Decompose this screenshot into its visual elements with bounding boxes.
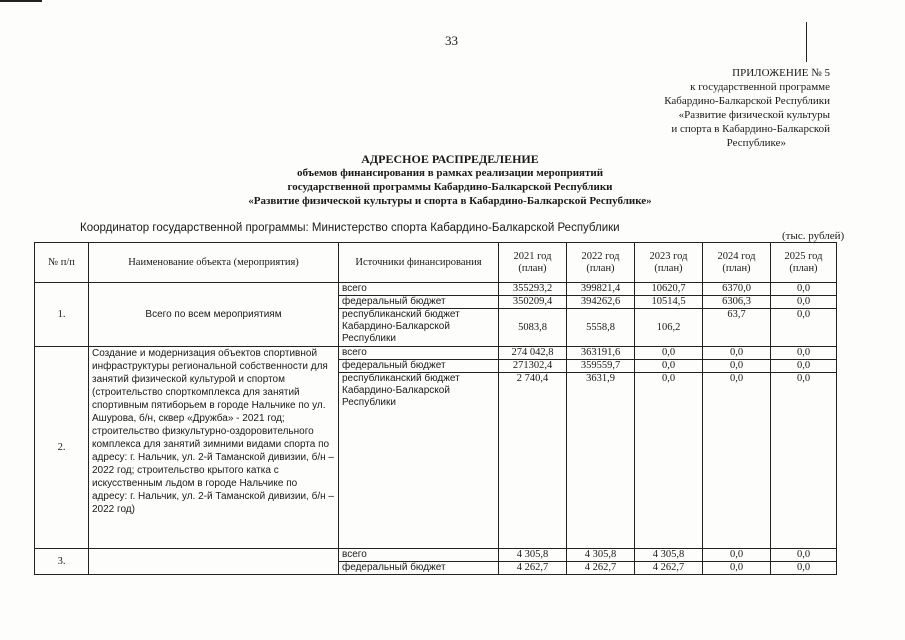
value-cell: 4 305,8 xyxy=(499,549,567,562)
value-cell: 0,0 xyxy=(703,562,771,575)
title-line: объемов финансирования в рамках реализации мероприятий xyxy=(296,167,604,179)
appendix-line: Кабардино-Балкарской Республики xyxy=(664,95,830,107)
scan-artifact-topleft xyxy=(0,0,42,2)
value-cell: 0,0 xyxy=(771,347,837,360)
row-number: 1. xyxy=(35,283,89,347)
value-cell: 4 305,8 xyxy=(567,549,635,562)
appendix-line: и спорта в Кабардино-Балкарской xyxy=(671,123,830,135)
value-cell: 274 042,8 xyxy=(499,347,567,360)
value-cell: 10620,7 xyxy=(635,283,703,296)
financing-table xyxy=(34,242,837,575)
source-cell: всего xyxy=(339,347,499,360)
table-row xyxy=(35,549,837,562)
value-cell: 0,0 xyxy=(771,283,837,296)
value-cell: 4 262,7 xyxy=(635,562,703,575)
header-name: Наименование объекта (мероприятия) xyxy=(89,243,339,283)
value-cell: 399821,4 xyxy=(567,283,635,296)
page-number: 33 xyxy=(445,33,458,48)
value-cell: 0,0 xyxy=(703,347,771,360)
row-name: Создание и модернизация объектов спортивной инфраструктуры региональной собственности для занятий физической культурой и спортом (строительство спорткомплекса для занятий спортивным пятиборьем в городе Нальчике по ул. Ашурова, б/н, сквер «Дружба» - 2021 год; строительство физкультурно-оздоровительного комплекса для занятий зимними видами спорта по адресу: г. Нальчик, ул. 2-й Таманской дивизии, б/н – 2022 год; строительство крытого катка с искусственным льдом в городе Нальчике по адресу: г. Нальчик, ул. 2-й Таманской дивизии, б/н – 2022 год) xyxy=(89,347,339,549)
value-cell: 0,0 xyxy=(703,549,771,562)
value-cell: 0,0 xyxy=(771,296,837,309)
value-cell: 0,0 xyxy=(771,373,837,549)
table-header-row xyxy=(35,243,837,283)
value-cell: 6370,0 xyxy=(703,283,771,296)
value-cell: 0,0 xyxy=(635,360,703,373)
row-number: 2. xyxy=(35,347,89,549)
header-2024: 2024 год (план) xyxy=(703,243,771,283)
units-label: (тыс. рублей) xyxy=(782,230,845,242)
value-cell: 10514,5 xyxy=(635,296,703,309)
value-cell: 0,0 xyxy=(771,309,837,347)
coordinator-line: Координатор государственной программы: Министерство спорта Кабардино-Балкарской Республики xyxy=(80,222,620,234)
appendix-line: «Развитие физической культуры xyxy=(678,109,830,121)
scan-artifact-right xyxy=(806,22,807,62)
title-line: «Развитие физической культуры и спорта в Кабардино-Балкарской Республике» xyxy=(248,195,652,207)
value-cell: 63,7 xyxy=(703,309,771,347)
value-cell: 6306,3 xyxy=(703,296,771,309)
row-number: 3. xyxy=(35,549,89,575)
value-cell: 363191,6 xyxy=(567,347,635,360)
source-cell: федеральный бюджет xyxy=(339,296,499,309)
value-cell: 0,0 xyxy=(771,360,837,373)
table-row xyxy=(35,283,837,296)
header-2022: 2022 год (план) xyxy=(567,243,635,283)
title-line: государственной программы Кабардино-Балкарской Республики xyxy=(287,181,613,193)
source-cell: всего xyxy=(339,283,499,296)
value-cell: 394262,6 xyxy=(567,296,635,309)
source-cell: федеральный бюджет xyxy=(339,562,499,575)
appendix-line: к государственной программе xyxy=(690,81,830,93)
value-cell: 5558,8 xyxy=(567,309,635,347)
value-cell: 0,0 xyxy=(703,373,771,549)
value-cell: 359559,7 xyxy=(567,360,635,373)
source-cell: всего xyxy=(339,549,499,562)
appendix-line: Республике» xyxy=(726,137,786,149)
row-name xyxy=(89,549,339,575)
source-cell: федеральный бюджет xyxy=(339,360,499,373)
value-cell: 0,0 xyxy=(771,562,837,575)
value-cell: 4 305,8 xyxy=(635,549,703,562)
value-cell: 355293,2 xyxy=(499,283,567,296)
value-cell: 106,2 xyxy=(635,309,703,347)
title-line: АДРЕСНОЕ РАСПРЕДЕЛЕНИЕ xyxy=(361,152,539,166)
value-cell: 350209,4 xyxy=(499,296,567,309)
value-cell: 3631,9 xyxy=(567,373,635,549)
source-cell: республиканский бюджет Кабардино-Балкарской Республики xyxy=(339,373,499,549)
value-cell: 4 262,7 xyxy=(499,562,567,575)
header-source: Источники финансирования xyxy=(339,243,499,283)
value-cell: 2 740,4 xyxy=(499,373,567,549)
value-cell: 4 262,7 xyxy=(567,562,635,575)
header-num: № п/п xyxy=(35,243,89,283)
table-row xyxy=(35,347,837,360)
header-2021: 2021 год (план) xyxy=(499,243,567,283)
row-name: Всего по всем мероприятиям xyxy=(89,283,339,347)
source-cell: республиканский бюджет Кабардино-Балкарской Республики xyxy=(339,309,499,347)
value-cell: 0,0 xyxy=(703,360,771,373)
value-cell: 0,0 xyxy=(771,549,837,562)
value-cell: 0,0 xyxy=(635,373,703,549)
value-cell: 271302,4 xyxy=(499,360,567,373)
header-2023: 2023 год (план) xyxy=(635,243,703,283)
appendix-line: ПРИЛОЖЕНИЕ № 5 xyxy=(732,67,830,79)
value-cell: 5083,8 xyxy=(499,309,567,347)
document-title xyxy=(150,152,750,208)
value-cell: 0,0 xyxy=(635,347,703,360)
header-2025: 2025 год (план) xyxy=(771,243,837,283)
appendix-header xyxy=(600,66,830,150)
